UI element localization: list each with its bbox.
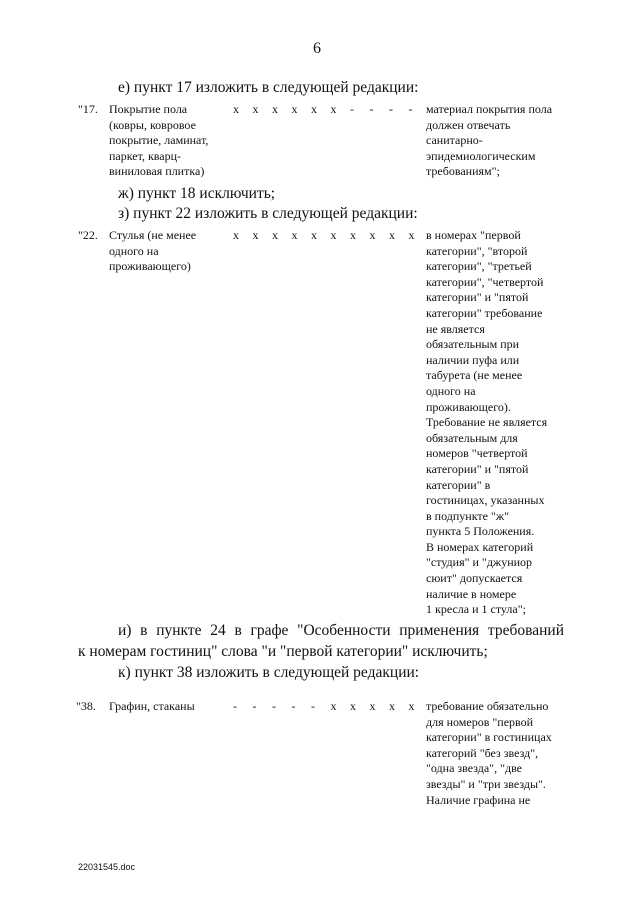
desc-line: требованиям"; [426,164,500,179]
category-mark: - [291,699,296,713]
desc-line: "одна звезда", "две [426,761,522,776]
category-mark: - [233,699,237,713]
category-mark: - [252,699,257,713]
row-number: "22. [78,228,98,242]
paragraph-e: е) пункт 17 изложить в следующей редакции: [118,79,419,96]
desc-line: для номеров "первой [426,714,534,729]
category-marks [233,228,428,243]
category-mark: x [408,228,415,242]
item-name [109,102,208,180]
paragraph-k: к) пункт 38 изложить в следующей редакции: [118,664,420,681]
category-marks [233,102,428,117]
requirement-text [426,228,547,618]
desc-line: "студия" и "джуниор [426,555,533,570]
category-mark: - [389,102,393,116]
desc-line: санитарно- [426,133,483,148]
paragraph-i-line2: к номерам гостиниц" слова "и "первой категории" исключить; [78,643,488,660]
desc-line: Требование не является [426,415,548,430]
desc-line: В номерах категорий [426,539,534,554]
desc-line: одного на [426,383,476,398]
category-mark: x [330,699,337,713]
desc-line: 1 кресла и 1 стула"; [426,602,526,617]
category-mark: x [311,228,317,242]
row-number: "17. [78,102,98,116]
item-line: виниловая плитка) [109,164,205,179]
category-mark: x [330,228,337,242]
category-mark: x [389,228,395,242]
item-line: паркет, кварц- [109,148,182,163]
desc-line: материал покрытия пола [426,102,553,116]
category-mark: x [350,699,356,713]
requirement-text [426,102,552,180]
desc-line: не является [426,321,485,336]
category-mark: x [330,102,337,116]
item-line: Покрытие пола [109,102,188,116]
requirement-text [426,699,552,808]
category-mark: - [369,102,374,116]
desc-line: обязательным для [426,430,518,445]
category-mark: x [272,102,278,116]
category-mark: x [291,228,298,242]
desc-line: категории", "третьей [426,259,532,274]
desc-line: наличие в номере [426,586,517,601]
desc-line: Наличие графина не [426,792,531,807]
category-mark: x [272,228,278,242]
desc-line: должен отвечать [426,117,511,132]
desc-line: проживающего). [426,399,511,414]
category-mark: x [389,699,395,713]
category-mark: x [233,228,239,242]
footer-filename: 22031545.doc [78,862,136,872]
item-name [109,699,195,715]
item-line: одного на [109,243,159,258]
desc-line: категории" и "пятой [426,290,529,305]
category-mark: x [408,699,415,713]
category-mark: - [272,699,276,713]
desc-line: категории", "второй [426,243,528,258]
category-mark: - [311,699,315,713]
category-mark: x [233,102,239,116]
category-mark: x [252,102,259,116]
category-mark: x [369,699,376,713]
desc-line: требование обязательно [426,699,549,713]
desc-line: сюит" допускается [426,571,523,586]
desc-line: категории" в [426,477,491,492]
category-mark: x [311,102,317,116]
category-mark: - [408,102,413,116]
item-line: Графин, стаканы [109,699,195,713]
page-number: 6 [313,40,321,57]
row-number: "38. [76,699,96,713]
desc-line: гостиницах, указанных [426,493,545,508]
category-marks [233,699,428,714]
item-line: Стулья (не менее [109,228,197,242]
desc-line: эпидемиологическим [426,148,536,163]
category-mark: x [252,228,259,242]
desc-line: в подпункте "ж" [426,508,510,523]
desc-line: категорий "без звезд", [426,745,539,760]
category-mark: x [369,228,376,242]
category-mark: x [350,228,356,242]
desc-line: в номерах "первой [426,228,521,242]
desc-line: табурета (не менее [426,368,523,383]
desc-line: пункта 5 Положения. [426,524,535,539]
desc-line: категории" и "пятой [426,461,529,476]
paragraph-z: з) пункт 22 изложить в следующей редакции: [118,205,418,222]
paragraph-i-line1: и) в пункте 24 в графе "Особенности применения требований [118,622,564,639]
desc-line: категории", "четвертой [426,274,544,289]
item-line: (ковры, ковровое [109,117,196,132]
desc-line: номеров "четвертой [426,446,528,461]
desc-line: обязательным при [426,337,520,352]
desc-line: категории" в гостиницах [426,730,552,745]
desc-line: звезды" и "три звезды". [426,776,546,791]
desc-line: категории" требование [426,305,543,320]
item-name [109,228,196,275]
desc-line: наличии пуфа или [426,352,520,367]
category-mark: x [291,102,298,116]
category-mark: - [350,102,354,116]
item-line: проживающего) [109,259,191,274]
paragraph-zh: ж) пункт 18 исключить; [118,185,276,202]
item-line: покрытие, ламинат, [109,133,209,148]
